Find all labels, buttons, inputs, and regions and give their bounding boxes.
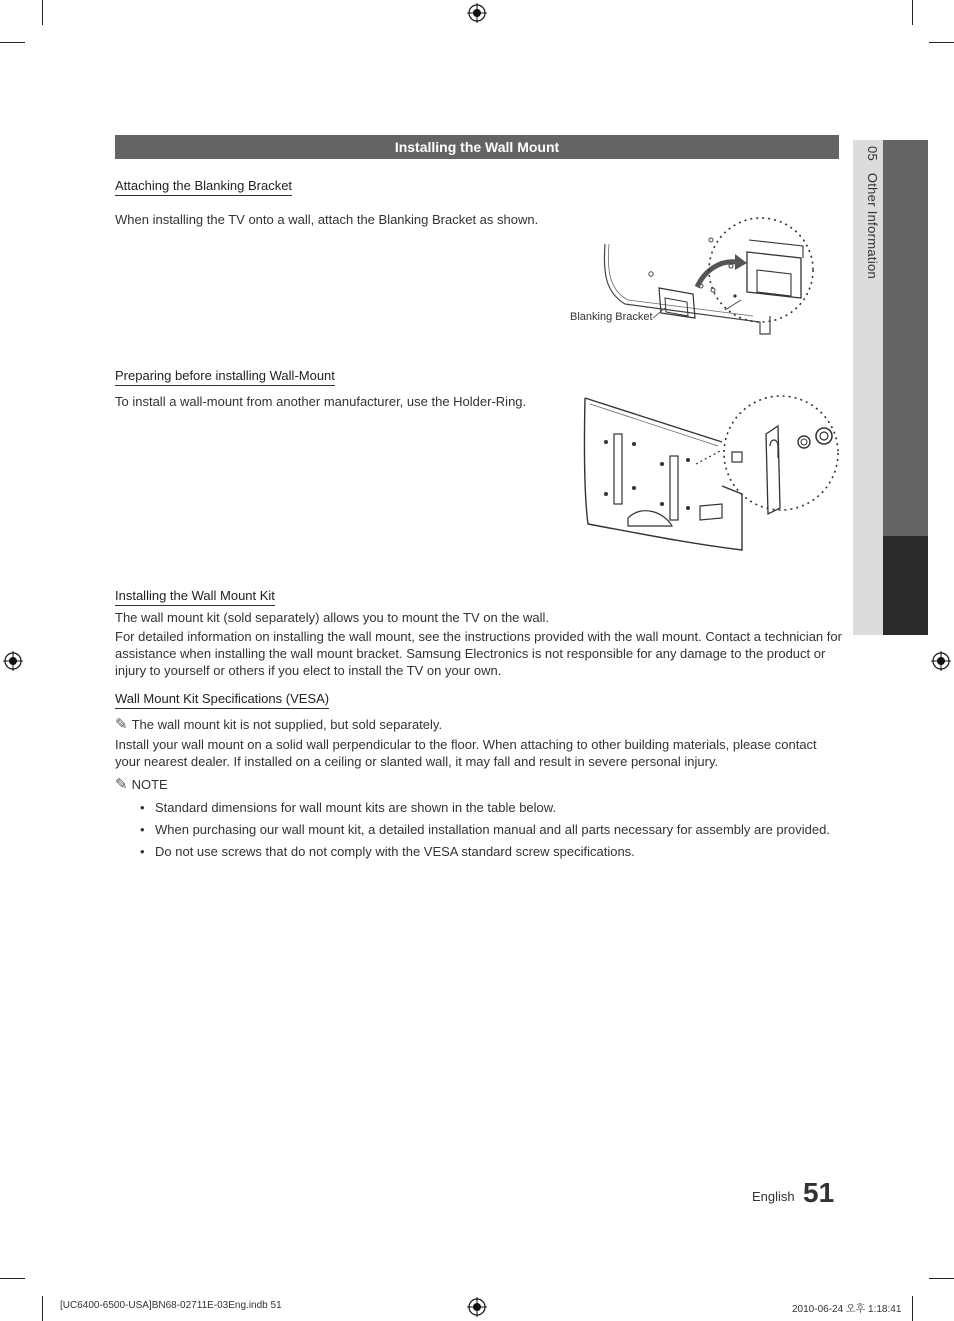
blanking-bracket-label: Blanking Bracket	[570, 311, 653, 323]
heading-install-kit: Installing the Wall Mount Kit	[115, 588, 275, 606]
chapter-title: Other Information	[865, 172, 880, 280]
holder-ring-figure	[582, 394, 840, 554]
kit-para2-line2: assistance when installing the wall mount bracket. Samsung Electronics is not responsible for any damage to the product or	[115, 646, 826, 661]
list-item: • Standard dimensions for wall mount kits are shown in the table below.	[140, 800, 557, 815]
crop-mark	[0, 42, 25, 43]
chapter-number: 05	[865, 146, 880, 162]
registration-mark-icon	[467, 1297, 487, 1317]
registration-mark-icon	[3, 651, 23, 671]
footer-file: [UC6400-6500-USA]BN68-02711E-03Eng.indb 51	[60, 1300, 282, 1311]
page-number: 51	[803, 1177, 835, 1208]
crop-mark	[42, 0, 43, 25]
note-label: NOTE	[131, 777, 168, 792]
page-language: English	[752, 1189, 795, 1204]
bullet-icon: •	[140, 800, 145, 815]
list-item: • Do not use screws that do not comply with the VESA standard screw specifications.	[140, 844, 635, 859]
note-icon: ✎	[115, 716, 128, 733]
footer-timestamp: 2010-06-24 오후 1:18:41	[792, 1304, 902, 1315]
crop-mark	[912, 0, 913, 25]
heading-preparing: Preparing before installing Wall-Mount	[115, 368, 335, 386]
note-icon: ✎	[115, 776, 128, 793]
crop-mark	[912, 1296, 913, 1321]
section-title: Installing the Wall Mount	[115, 135, 839, 159]
chapter-tab-band	[883, 140, 928, 536]
crop-mark	[929, 42, 954, 43]
vesa-note1-text: The wall mount kit is not supplied, but sold separately.	[131, 717, 443, 732]
kit-para2-line1: For detailed information on installing the wall mount, see the instructions provided with the wall mount. Contact a technician for	[115, 629, 842, 644]
list-item: • When purchasing our wall mount kit, a detailed installation manual and all parts necessary for assembly are provided.	[140, 822, 830, 837]
vesa-note1	[115, 716, 839, 733]
chapter-tab-marker	[883, 536, 928, 635]
registration-mark-icon	[467, 3, 487, 23]
vesa-bullet-list	[138, 799, 848, 865]
vesa-note-label	[115, 776, 315, 793]
vesa-para-line2: your nearest dealer. If installed on a ceiling or slanted wall, it may fall and result in severe personal injury.	[115, 754, 719, 769]
blanking-text: When installing the TV onto a wall, attach the Blanking Bracket as shown.	[115, 212, 539, 227]
heading-vesa: Wall Mount Kit Specifications (VESA)	[115, 691, 329, 709]
bullet-icon: •	[140, 844, 145, 859]
chapter-label	[856, 146, 880, 446]
crop-mark	[0, 1278, 25, 1279]
vesa-para-line1: Install your wall mount on a solid wall perpendicular to the floor. When attaching to other building materials, please contact	[115, 737, 817, 752]
bullet-icon: •	[140, 822, 145, 837]
registration-mark-icon	[931, 651, 951, 671]
crop-mark	[42, 1296, 43, 1321]
preparing-text: To install a wall-mount from another manufacturer, use the Holder-Ring.	[115, 394, 527, 409]
kit-para1: The wall mount kit (sold separately) allows you to mount the TV on the wall.	[115, 610, 550, 625]
crop-mark	[929, 1278, 954, 1279]
heading-blanking-bracket: Attaching the Blanking Bracket	[115, 178, 292, 196]
kit-para2-line3: injury to yourself or others if you elect to install the TV on your own.	[115, 663, 502, 678]
